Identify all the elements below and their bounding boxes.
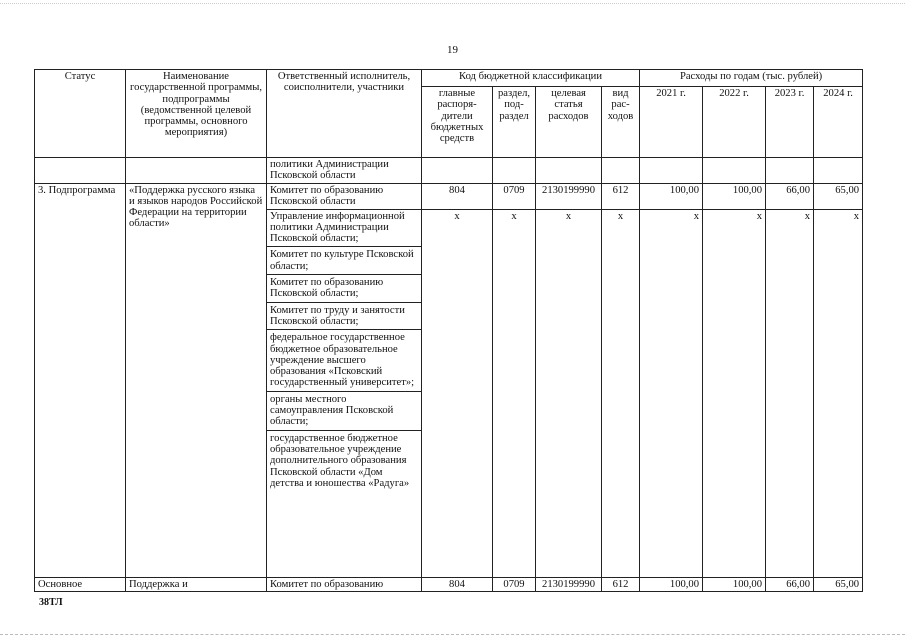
main-event-grbs: 804 <box>422 577 493 591</box>
main-event-executor: Комитет по образованию <box>267 577 422 591</box>
header-grbs: главные распоря-дители бюджетных средств <box>422 87 493 158</box>
main-event-value-2024: 65,00 <box>814 577 863 591</box>
participant-divider <box>267 246 421 247</box>
participant-item: государственное бюджетное образовательное учреждение дополнительного образования Псковской области «Дом детства и юношества «Радуга» <box>270 432 410 489</box>
participant-item: Комитет по труду и занятости Псковской области; <box>270 304 405 327</box>
header-expenses: Расходы по годам (тыс. рублей) <box>640 70 863 87</box>
subprogram-name: «Поддержка русского языка и языков народов Российской Федерации на территории области» <box>126 183 267 577</box>
subprogram-target: 2130199990 <box>536 183 602 209</box>
table-row-main-event <box>35 577 863 591</box>
participants-list <box>267 209 422 577</box>
header-year-2022: 2022 г. <box>703 87 766 158</box>
table-row-continuation <box>35 158 863 184</box>
page-number: 19 <box>447 44 458 56</box>
subprogram-status: 3. Подпрограмма <box>35 183 126 577</box>
main-event-status: Основное <box>35 577 126 591</box>
header-year-2024: 2024 г. <box>814 87 863 158</box>
subprogram-main-executor: Комитет по образованию Псковской области <box>267 183 422 209</box>
participants-target-mark: x <box>536 209 602 577</box>
budget-table <box>34 69 863 592</box>
subprogram-value-2024: 65,00 <box>814 183 863 209</box>
subprogram-value-2022: 100,00 <box>703 183 766 209</box>
continuation-executor: политики Администрации Псковской области <box>267 158 422 184</box>
participant-divider <box>267 430 421 431</box>
subprogram-grbs: 804 <box>422 183 493 209</box>
subprogram-kind: 612 <box>602 183 640 209</box>
header-target: целевая статья расходов <box>536 87 602 158</box>
main-event-value-2023: 66,00 <box>766 577 814 591</box>
participants-kind-mark: x <box>602 209 640 577</box>
participants-2023-mark: x <box>766 209 814 577</box>
main-event-value-2022: 100,00 <box>703 577 766 591</box>
participant-divider <box>267 329 421 330</box>
header-year-2023: 2023 г. <box>766 87 814 158</box>
participant-item: Комитет по культуре Псковской области; <box>270 249 414 272</box>
header-budget-code: Код бюджетной классификации <box>422 70 640 87</box>
table-header-row-1 <box>35 70 863 87</box>
main-event-kind: 612 <box>602 577 640 591</box>
participants-2021-mark: x <box>640 209 703 577</box>
participant-divider <box>267 302 421 303</box>
subprogram-value-2021: 100,00 <box>640 183 703 209</box>
participants-grbs-mark: x <box>422 209 493 577</box>
header-status: Статус <box>35 70 126 158</box>
participant-item: федеральное государственное бюджетное образовательное учреждение высшего образования «Псковский государственный университет»; <box>270 332 415 389</box>
table-row-subprogram-main <box>35 183 863 209</box>
header-year-2021: 2021 г. <box>640 87 703 158</box>
participants-2022-mark: x <box>703 209 766 577</box>
main-event-target: 2130199990 <box>536 577 602 591</box>
header-section: раздел, под-раздел <box>493 87 536 158</box>
scan-top-edge <box>0 3 905 4</box>
main-event-value-2021: 100,00 <box>640 577 703 591</box>
subprogram-section: 0709 <box>493 183 536 209</box>
header-executor: Ответственный исполнитель, соисполнители, участники <box>267 70 422 158</box>
footer-code: 38ТЛ <box>39 597 63 608</box>
header-kind: вид рас-ходов <box>602 87 640 158</box>
participant-item: Управление информационной политики Администрации Псковской области; <box>270 210 405 245</box>
header-name: Наименование государственной программы, подпрограммы (ведомственной целевой программы, основного мероприятия) <box>126 70 267 158</box>
participants-section-mark: x <box>493 209 536 577</box>
scan-bottom-edge <box>0 634 905 635</box>
main-event-section: 0709 <box>493 577 536 591</box>
participant-divider <box>267 391 421 392</box>
participant-item: органы местного самоуправления Псковской области; <box>270 393 394 428</box>
subprogram-value-2023: 66,00 <box>766 183 814 209</box>
participants-2024-mark: x <box>814 209 863 577</box>
participant-item: Комитет по образованию Псковской области; <box>270 277 384 300</box>
participant-divider <box>267 274 421 275</box>
main-event-name: Поддержка и <box>126 577 267 591</box>
